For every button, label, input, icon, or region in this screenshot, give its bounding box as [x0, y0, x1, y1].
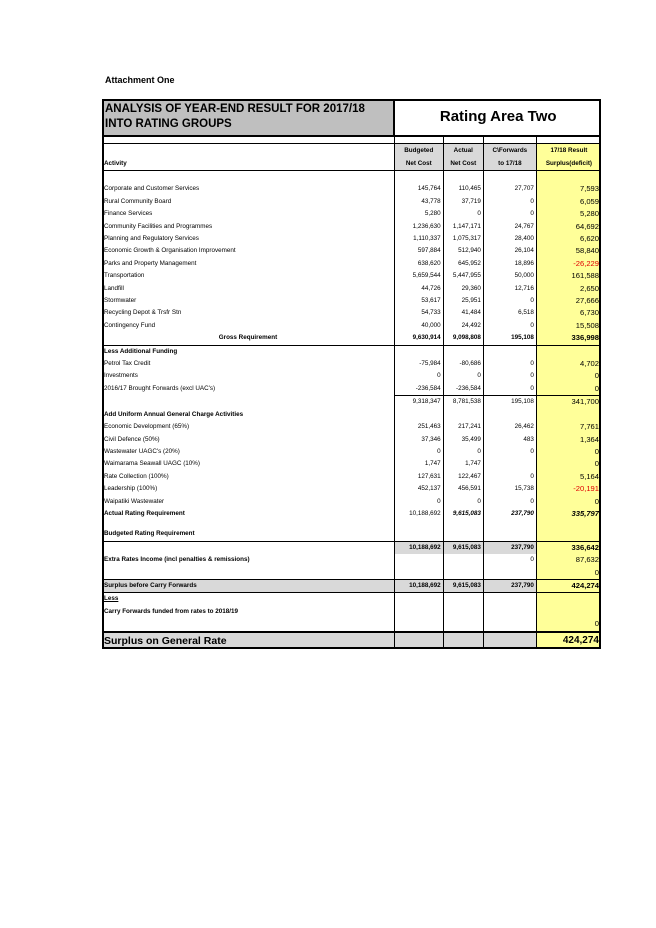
result-cell: 87,632: [536, 554, 601, 566]
row-label: Budgeted Rating Requirement: [104, 530, 195, 538]
budgeted-cell: 1,236,630: [394, 221, 443, 233]
row-label: Recycling Depot & Trsfr Stn: [104, 309, 182, 317]
budgeted-cell: 127,631: [394, 471, 443, 483]
cforwards-cell: [483, 409, 536, 421]
less-heading: [102, 593, 601, 606]
cforwards-cell: 26,462: [483, 421, 536, 433]
actual-cell: 0: [443, 496, 483, 508]
actual-cell: 24,492: [443, 320, 483, 332]
cforwards-cell: [483, 606, 536, 618]
row-label: Surplus before Carry Forwards: [102, 579, 394, 592]
budgeted-cell: 9,318,347: [394, 396, 443, 409]
row-label: [102, 520, 394, 528]
row-label: Rural Community Board: [104, 197, 172, 205]
result-cell: 0: [536, 446, 601, 458]
result-cell: 7,761: [536, 421, 601, 433]
actual-cell: 456,591: [443, 483, 483, 495]
budgeted-cell: 1,110,337: [394, 233, 443, 245]
cforwards-cell: 24,767: [483, 221, 536, 233]
actual-cell: [443, 593, 483, 606]
cforwards-cell: 15,738: [483, 483, 536, 495]
uagc-heading: [102, 409, 601, 421]
row-label: Waimarama Seawall UAGC (10%): [104, 460, 200, 468]
cforwards-cell: 0: [483, 554, 536, 566]
budgeted-cell: [394, 632, 443, 649]
result-cell: 27,666: [536, 295, 601, 307]
rating-area-table: [102, 99, 601, 649]
activity-row: [102, 183, 601, 195]
actual-cell: [443, 618, 483, 631]
budgeted-cell: 43,778: [394, 196, 443, 208]
header-activity: Activity: [102, 157, 394, 171]
actual-cell: -80,686: [443, 358, 483, 370]
extra-rates-row-2: [102, 567, 601, 580]
cforwards-cell: 0: [483, 496, 536, 508]
row-label: Corporate and Customer Services: [104, 185, 200, 193]
budgeted-cell: 44,726: [394, 283, 443, 295]
actual-cell: [443, 567, 483, 580]
budgeted-cell: 0: [394, 496, 443, 508]
budgeted-cell: [394, 345, 443, 358]
actual-cell: -236,584: [443, 383, 483, 396]
header-budgeted-sub: Net Cost: [394, 157, 443, 171]
row-label: Extra Rates Income (incl penalties & remissions): [104, 556, 250, 564]
row-label: Wastewater UAGC's (20%): [104, 447, 180, 455]
row-label: Add Uniform Annual General Charge Activities: [104, 410, 244, 418]
result-cell: [536, 528, 601, 541]
cforwards-cell: 18,896: [483, 258, 536, 270]
header-cforwards: C\Forwards: [483, 144, 536, 158]
row-label: Investments: [104, 372, 138, 380]
actual-cell: [443, 606, 483, 618]
row-label: Surplus on General Rate: [102, 632, 394, 649]
row-label: Planning and Regulatory Services: [104, 235, 199, 243]
cforwards-cell: 0: [483, 446, 536, 458]
rating-area-heading: Rating Area Two: [394, 99, 601, 136]
budgeted-cell: 10,188,692: [394, 508, 443, 520]
actual-cell: 37,719: [443, 196, 483, 208]
result-cell: 424,274: [536, 632, 601, 649]
result-cell: 0: [536, 370, 601, 382]
carry-forwards-row: [102, 606, 601, 618]
header-result-sub: Surplus(deficit): [536, 157, 601, 171]
result-cell: 335,797: [536, 508, 601, 520]
actual-cell: 9,615,083: [443, 579, 483, 592]
budgeted-cell: [394, 593, 443, 606]
actual-cell: 25,951: [443, 295, 483, 307]
result-cell: [536, 606, 601, 618]
result-cell: 336,642: [536, 541, 601, 554]
cforwards-cell: [483, 618, 536, 631]
row-label: [102, 396, 394, 409]
budgeted-cell: 40,000: [394, 320, 443, 332]
column-header-row-2: [102, 157, 601, 171]
row-label: Transportation: [104, 272, 145, 280]
result-cell: 7,593: [536, 183, 601, 195]
actual-cell: 1,747: [443, 458, 483, 470]
actual-cell: 217,241: [443, 421, 483, 433]
actual-cell: [443, 520, 483, 528]
uagc-row: [102, 421, 601, 433]
result-cell: [536, 345, 601, 358]
activity-row: [102, 295, 601, 307]
cforwards-cell: 237,790: [483, 508, 536, 520]
cforwards-cell: 28,400: [483, 233, 536, 245]
cforwards-cell: 0: [483, 295, 536, 307]
row-label: [102, 618, 394, 631]
result-cell: 6,620: [536, 233, 601, 245]
result-cell: -26,229: [536, 258, 601, 270]
row-label: Petrol Tax Credit: [104, 360, 151, 368]
budgeted-cell: -236,584: [394, 383, 443, 396]
row-label: Contingency Fund: [104, 321, 156, 329]
header-actual-sub: Net Cost: [443, 157, 483, 171]
funding-row: [102, 383, 601, 396]
final-row: [102, 632, 601, 649]
uagc-row: [102, 496, 601, 508]
result-cell: 424,274: [536, 579, 601, 592]
subtotal-row: [102, 396, 601, 409]
actual-rating-row: [102, 508, 601, 520]
activity-row: [102, 208, 601, 220]
result-cell: 336,998: [536, 332, 601, 345]
row-label: [102, 567, 394, 580]
result-cell: 4,702: [536, 358, 601, 370]
row-label: Finance Services: [104, 210, 153, 218]
row-label: 2016/17 Brought Forwards (excl UAC's): [104, 385, 216, 393]
cforwards-cell: [483, 593, 536, 606]
actual-cell: 35,499: [443, 434, 483, 446]
budgeted-cell: [394, 520, 443, 528]
row-label: Economic Development (65%): [104, 423, 190, 431]
result-cell: 161,588: [536, 270, 601, 282]
budgeted-cell: [394, 554, 443, 566]
cforwards-cell: 26,104: [483, 245, 536, 257]
blank-row: [102, 136, 601, 144]
cforwards-cell: 6,518: [483, 307, 536, 319]
activity-row: [102, 307, 601, 319]
report-title: ANALYSIS OF YEAR-END RESULT FOR 2017/18 INTO RATING GROUPS: [102, 99, 394, 136]
budgeted-cell: 251,463: [394, 421, 443, 433]
result-cell: 6,059: [536, 196, 601, 208]
budgeted-cell: [394, 618, 443, 631]
title-row: [102, 99, 601, 136]
actual-cell: [443, 528, 483, 541]
row-label: Landfill: [104, 284, 124, 292]
row-label: Economic Growth & Organisation Improvement: [104, 247, 236, 255]
actual-cell: 0: [443, 446, 483, 458]
budgeted-cell: [394, 567, 443, 580]
row-label: Waipatiki Wastewater: [104, 497, 165, 505]
row-label: [102, 541, 394, 554]
activity-row: [102, 233, 601, 245]
result-cell: 341,700: [536, 396, 601, 409]
actual-cell: 512,940: [443, 245, 483, 257]
result-cell: 58,840: [536, 245, 601, 257]
actual-cell: [443, 409, 483, 421]
row-label: Actual Rating Requirement: [104, 509, 185, 517]
cforwards-cell: 195,108: [483, 396, 536, 409]
cforwards-cell: 237,790: [483, 579, 536, 592]
budgeted-cell: 0: [394, 446, 443, 458]
budgeted-cell: [394, 528, 443, 541]
column-header-row-1: [102, 144, 601, 158]
result-cell: 0: [536, 383, 601, 396]
result-cell: 5,164: [536, 471, 601, 483]
activity-row: [102, 320, 601, 332]
actual-cell: 5,447,955: [443, 270, 483, 282]
header-result: 17/18 Result: [536, 144, 601, 158]
cforwards-cell: 0: [483, 383, 536, 396]
header-budgeted: Budgeted: [394, 144, 443, 158]
cforwards-cell: [483, 567, 536, 580]
less-funding-heading: [102, 345, 601, 358]
budgeted-rating-heading: [102, 528, 601, 541]
budgeted-cell: 54,733: [394, 307, 443, 319]
budgeted-cell: 597,884: [394, 245, 443, 257]
actual-cell: [443, 345, 483, 358]
result-cell: [536, 520, 601, 528]
activity-row: [102, 221, 601, 233]
actual-cell: 110,465: [443, 183, 483, 195]
budgeted-cell: 452,137: [394, 483, 443, 495]
actual-cell: 9,615,083: [443, 541, 483, 554]
result-cell: 1,364: [536, 434, 601, 446]
cforwards-cell: 0: [483, 471, 536, 483]
actual-cell: [443, 554, 483, 566]
row-label: Leadership (100%): [104, 485, 158, 493]
gross-requirement-row: [102, 332, 601, 345]
uagc-row: [102, 483, 601, 495]
row-label: Civil Defence (50%): [104, 435, 160, 443]
extra-rates-row: [102, 554, 601, 566]
row-label: Stormwater: [104, 297, 137, 305]
cforwards-cell: 237,790: [483, 541, 536, 554]
actual-cell: 645,952: [443, 258, 483, 270]
uagc-row: [102, 446, 601, 458]
actual-cell: 9,098,808: [443, 332, 483, 345]
result-cell: 64,692: [536, 221, 601, 233]
budgeted-cell: 638,620: [394, 258, 443, 270]
actual-cell: 122,467: [443, 471, 483, 483]
row-label: Community Facilities and Programmes: [104, 222, 213, 230]
row-label: Gross Requirement: [102, 332, 394, 345]
activity-row: [102, 283, 601, 295]
budgeted-cell: 10,188,692: [394, 541, 443, 554]
cforwards-cell: 50,000: [483, 270, 536, 282]
uagc-row: [102, 458, 601, 470]
header-cforwards-sub: to 17/18: [483, 157, 536, 171]
budgeted-cell: 1,747: [394, 458, 443, 470]
cforwards-cell: 0: [483, 358, 536, 370]
actual-cell: 0: [443, 370, 483, 382]
gap-row: [102, 171, 601, 184]
carry-forwards-value-row: [102, 618, 601, 631]
cforwards-cell: 483: [483, 434, 536, 446]
result-cell: -20,191: [536, 483, 601, 495]
row-label: Carry Forwards funded from rates to 2018/19: [104, 607, 239, 615]
result-cell: 2,650: [536, 283, 601, 295]
row-label: Parks and Property Management: [104, 259, 197, 267]
header-actual: Actual: [443, 144, 483, 158]
cforwards-cell: [483, 458, 536, 470]
row-label: Less: [102, 593, 394, 606]
funding-row: [102, 370, 601, 382]
cforwards-cell: 0: [483, 208, 536, 220]
result-cell: 0: [536, 618, 601, 631]
actual-cell: 1,147,171: [443, 221, 483, 233]
budgeted-rating-row: [102, 541, 601, 554]
uagc-row: [102, 434, 601, 446]
actual-cell: [443, 632, 483, 649]
row-label: Rate Collection (100%): [104, 472, 169, 480]
cforwards-cell: 12,716: [483, 283, 536, 295]
budgeted-cell: [394, 409, 443, 421]
budgeted-cell: 5,280: [394, 208, 443, 220]
cforwards-cell: 27,707: [483, 183, 536, 195]
budgeted-cell: -75,984: [394, 358, 443, 370]
activity-row: [102, 245, 601, 257]
surplus-before-row: [102, 579, 601, 592]
cforwards-cell: 195,108: [483, 332, 536, 345]
cforwards-cell: [483, 632, 536, 649]
cforwards-cell: 0: [483, 320, 536, 332]
budgeted-cell: [394, 606, 443, 618]
activity-row: [102, 196, 601, 208]
uagc-row: [102, 471, 601, 483]
activity-row: [102, 270, 601, 282]
result-cell: [536, 409, 601, 421]
actual-cell: 8,781,538: [443, 396, 483, 409]
result-cell: 0: [536, 496, 601, 508]
budgeted-cell: 0: [394, 370, 443, 382]
cforwards-cell: [483, 520, 536, 528]
funding-row: [102, 358, 601, 370]
budgeted-cell: 53,617: [394, 295, 443, 307]
actual-cell: 41,484: [443, 307, 483, 319]
row-label: Less Additional Funding: [104, 347, 178, 355]
result-cell: 15,508: [536, 320, 601, 332]
actual-cell: 0: [443, 208, 483, 220]
budgeted-cell: 9,630,914: [394, 332, 443, 345]
attachment-label: Attachment One: [105, 75, 175, 85]
actual-cell: 29,360: [443, 283, 483, 295]
result-cell: 5,280: [536, 208, 601, 220]
result-cell: 6,730: [536, 307, 601, 319]
budgeted-cell: 37,346: [394, 434, 443, 446]
budgeted-cell: 145,764: [394, 183, 443, 195]
activity-row: [102, 258, 601, 270]
cforwards-cell: [483, 345, 536, 358]
actual-cell: 9,615,083: [443, 508, 483, 520]
budgeted-cell: 5,659,544: [394, 270, 443, 282]
result-cell: [536, 593, 601, 606]
budgeted-cell: 10,188,692: [394, 579, 443, 592]
cforwards-cell: [483, 528, 536, 541]
cforwards-cell: 0: [483, 370, 536, 382]
actual-cell: 1,075,317: [443, 233, 483, 245]
result-cell: 0: [536, 458, 601, 470]
result-cell: 0: [536, 567, 601, 580]
spacer-row: [102, 520, 601, 528]
cforwards-cell: 0: [483, 196, 536, 208]
